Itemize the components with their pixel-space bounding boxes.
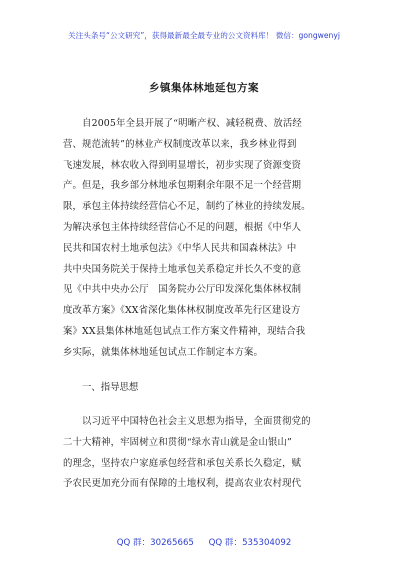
paragraph-line: 度改革方案》《XX省深化集体林权制度改革先行区建设方	[63, 305, 301, 317]
footer-qq-group-2: QQ 群：535304092	[208, 538, 292, 548]
paragraph-line: 予农民更加充分而有保障的土地权利，提高农业农村现代	[63, 478, 302, 490]
paragraph-line: 案》XX县集体林地延包试点工作方案文件精神，现结合我	[63, 325, 306, 337]
paragraph-1	[63, 114, 347, 364]
paragraph-line: 自2005年全县开展了“明晰产权、减轻税费、放活经	[63, 118, 302, 129]
header-note: 关注头条号“公文研究”，获得最新最全最专业的公文资料库！ 微信：gongwenyj	[68, 31, 340, 40]
paragraph-line: 为解决承包主体持续经营信心不足的问题，根据《中华人	[63, 221, 302, 233]
paragraph-line: 共中央国务院关于保持土地承包关系稳定并长久不变的意	[63, 263, 302, 275]
paragraph-line: 限，承包主体持续经营信心不足，制约了林业的持续发展。	[63, 201, 311, 213]
paragraph-line: 民共和国农村土地承包法》《中华人民共和国森林法》中	[63, 242, 297, 254]
paragraph-line: 乡实际，就集体林地延包试点工作制定本方案。	[63, 346, 264, 358]
document-title: 乡镇集体林地延包方案	[149, 82, 259, 94]
footer-contact	[0, 536, 408, 548]
paragraph-2	[63, 412, 347, 495]
paragraph-line: 二十大精神，牢固树立和贯彻“绿水青山就是金山银山”	[63, 436, 292, 448]
paragraph-line: 产。但是，我乡部分林地承包期剩余年限不足一个经营期	[63, 180, 302, 192]
footer-qq-group-1: QQ 群：30265665	[116, 538, 194, 548]
paragraph-line: 飞速发展，林农收入得到明显增长，初步实现了资源变资	[63, 159, 302, 171]
paragraph-line: 营、规范流转”的林业产权制度改革以来，我乡林业得到	[63, 138, 297, 150]
paragraph-line: 的理念，坚持农户家庭承包经营和承包关系长久稳定，赋	[63, 457, 302, 469]
paragraph-line: 见《中共中央办公厅 国务院办公厅印发深化集体林权制	[63, 284, 302, 296]
section-heading: 一、指导思想	[82, 382, 139, 393]
paragraph-line: 以习近平中国特色社会主义思想为指导，全面贯彻党的	[63, 416, 311, 427]
